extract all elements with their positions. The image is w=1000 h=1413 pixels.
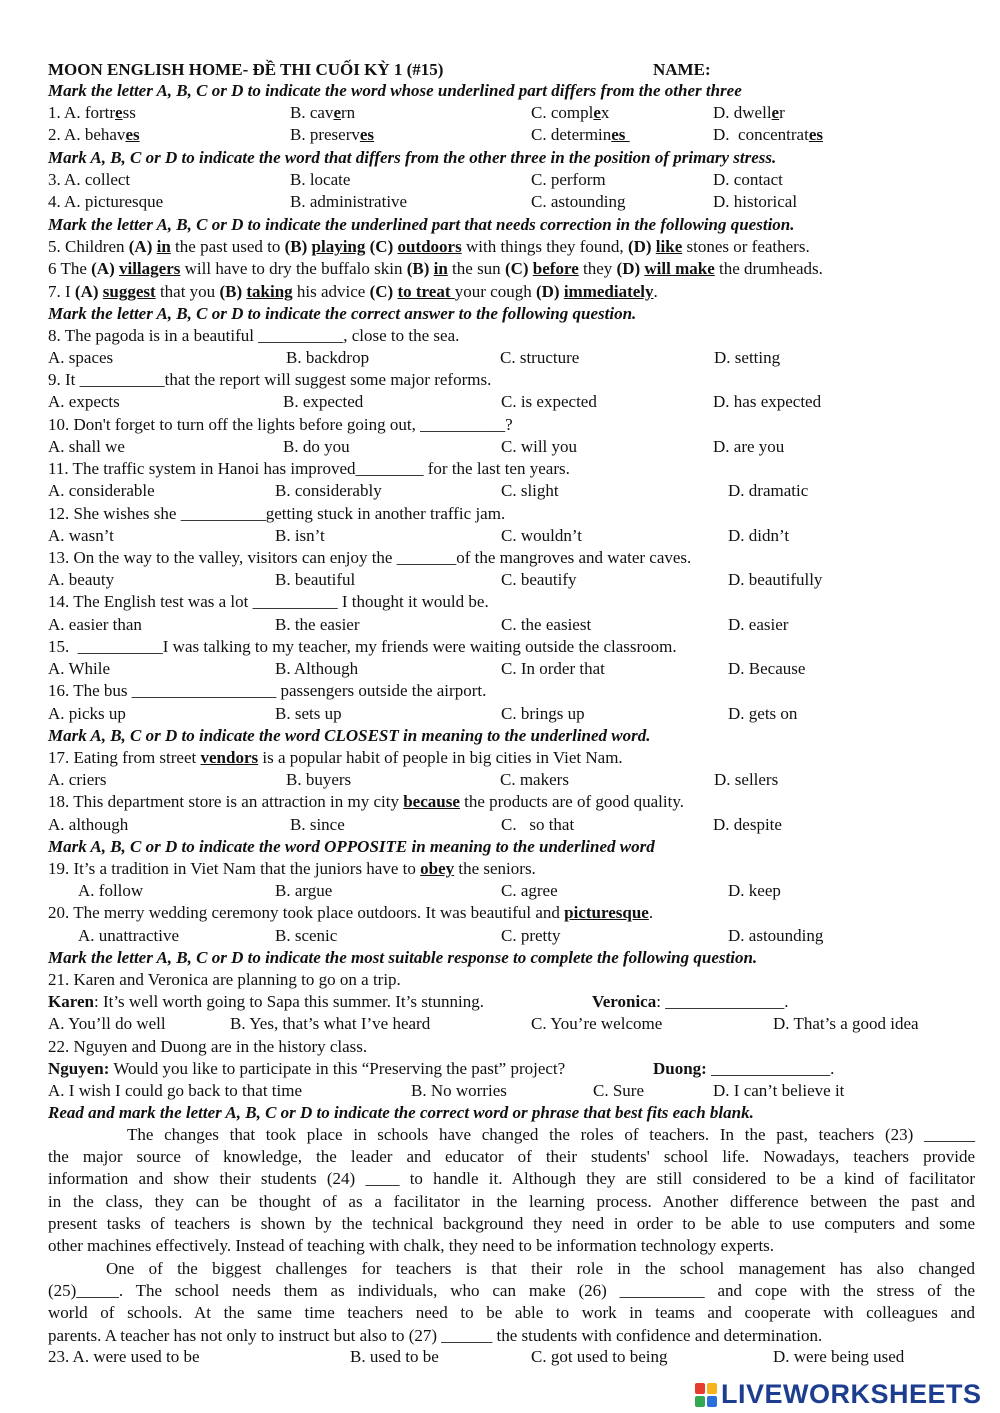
q18-stem: 18. This department store is an attraction in my city because the products are of good quality. xyxy=(48,792,684,811)
q8-option-a: A. spaces xyxy=(48,348,114,367)
section-instruction-6: Mark A, B, C or D to indicate the word OPPOSITE in meaning to the underlined word xyxy=(48,837,655,856)
q23-option-a: 23. A. were used to be xyxy=(48,1347,200,1366)
q10-option-b: B. do you xyxy=(283,437,350,456)
q18-option-d: D. despite xyxy=(713,815,782,834)
q14-stem: 14. The English test was a lot __________ I thought it would be. xyxy=(48,592,489,611)
logo-text: LIVEWORKSHEETS xyxy=(721,1379,982,1409)
q11-option-a: A. considerable xyxy=(48,481,155,500)
q9-option-d: D. has expected xyxy=(713,392,822,411)
liveworksheets-logo xyxy=(695,1379,982,1410)
section-instruction-1: Mark the letter A, B, C or D to indicate the word whose underlined part differs from the other three xyxy=(48,81,742,100)
q12-option-d: D. didn’t xyxy=(728,526,790,545)
passage-line: parents. A teacher has not only to instruct but also to (27) ______ the students with confidence and determination. xyxy=(48,1325,823,1345)
q10-option-a: A. shall we xyxy=(48,437,125,456)
section-instruction-4: Mark the letter A, B, C or D to indicate the correct answer to the following question. xyxy=(48,304,637,323)
q13-option-b: B. beautiful xyxy=(275,570,356,589)
q13-option-a: A. beauty xyxy=(48,570,115,589)
q14-option-d: D. easier xyxy=(728,615,789,634)
q20-option-b: B. scenic xyxy=(275,926,338,945)
q3-option-c: C. perform xyxy=(531,170,606,189)
q9-stem: 9. It __________that the report will suggest some major reforms. xyxy=(48,370,492,389)
q22-option-b: B. No worries xyxy=(411,1081,507,1100)
section-instruction-5: Mark A, B, C or D to indicate the word CLOSEST in meaning to the underlined word. xyxy=(48,726,651,745)
q20-option-a: A. unattractive xyxy=(78,926,180,945)
q8-option-d: D. setting xyxy=(714,348,781,367)
q16-option-c: C. brings up xyxy=(501,704,585,723)
q9-option-a: A. expects xyxy=(48,392,120,411)
passage-line: world of schools. At the same time teachers need to be able to work in teams and cooperate with colleagues and xyxy=(48,1303,975,1323)
q15-stem: 15. __________I was talking to my teacher, my friends were waiting outside the classroom. xyxy=(48,637,677,656)
q11-option-c: C. slight xyxy=(501,481,559,500)
q4-option-b: B. administrative xyxy=(290,192,408,211)
q19-option-d: D. keep xyxy=(728,881,781,900)
q23-option-b: B. used to be xyxy=(350,1347,439,1366)
q10-stem: 10. Don't forget to turn off the lights before going out, __________? xyxy=(48,415,513,434)
q3-option-a: 3. A. collect xyxy=(48,170,131,189)
q22-duong-line: Duong: ______________. xyxy=(653,1059,835,1078)
passage-line: One of the biggest challenges for teachers is that their role in the school management has also changed xyxy=(106,1259,975,1278)
q4-option-a: 4. A. picturesque xyxy=(48,192,164,211)
q12-option-a: A. wasn’t xyxy=(48,526,114,545)
q9-option-c: C. is expected xyxy=(501,392,597,411)
q14-option-c: C. the easiest xyxy=(501,615,592,634)
passage-line: other machines effectively. Instead of teaching with chalk, they need to be information technology experts. xyxy=(48,1235,775,1255)
exam-title: MOON ENGLISH HOME- ĐỀ THI CUỐI KỲ 1 (#15) xyxy=(48,60,444,79)
q8-stem: 8. The pagoda is in a beautiful __________, close to the sea. xyxy=(48,326,460,345)
q20-option-c: C. pretty xyxy=(501,926,561,945)
q12-stem: 12. She wishes she __________getting stuck in another traffic jam. xyxy=(48,504,506,523)
q19-stem: 19. It’s a tradition in Viet Nam that the juniors have to obey the seniors. xyxy=(48,859,536,878)
passage-line: present tasks of teachers is shown by the technical background they need in order to be able to use computers and some xyxy=(48,1213,975,1233)
q5-stem: 5. Children (A) in the past used to (B) playing (C) outdoors with things they found, (D) like stones or feathers. xyxy=(48,237,810,256)
q22-option-d: D. I can’t believe it xyxy=(713,1081,845,1100)
q8-option-c: C. structure xyxy=(500,348,580,367)
q17-option-a: A. criers xyxy=(48,770,107,789)
q21-veronica-line: Veronica: ______________. xyxy=(592,992,789,1011)
passage-line: the major source of knowledge, the leader and educator of their students' school life. Nowadays, teachers provide xyxy=(48,1147,975,1167)
section-instruction-3: Mark the letter A, B, C or D to indicate the underlined part that needs correction in the following question. xyxy=(48,215,795,234)
q23-option-d: D. were being used xyxy=(773,1347,905,1366)
q17-option-b: B. buyers xyxy=(286,770,352,789)
q1-option-c: C. complex xyxy=(531,103,610,122)
q2-option-c: C. determines xyxy=(531,125,630,144)
q21-stem: 21. Karen and Veronica are planning to go on a trip. xyxy=(48,970,401,989)
q15-option-b: B. Although xyxy=(275,659,359,678)
liveworksheets-logo-icon xyxy=(695,1383,717,1407)
q22-option-c: C. Sure xyxy=(593,1081,644,1100)
q13-stem: 13. On the way to the valley, visitors can enjoy the _______of the mangroves and water caves. xyxy=(48,548,692,567)
q17-option-d: D. sellers xyxy=(714,770,779,789)
q16-option-b: B. sets up xyxy=(275,704,342,723)
q21-karen-line: Karen: It’s well worth going to Sapa this summer. It’s stunning. xyxy=(48,992,485,1011)
q22-nguyen-line: Nguyen: Would you like to participate in this “Preserving the past” project? xyxy=(48,1059,566,1078)
q6-stem: 6 The (A) villagers will have to dry the buffalo skin (B) in the sun (C) before they (D) will make the drumheads. xyxy=(48,259,823,278)
q13-option-d: D. beautifully xyxy=(728,570,823,589)
section-instruction-2: Mark A, B, C or D to indicate the word that differs from the other three in the position of primary stress. xyxy=(48,148,777,167)
passage-line: The changes that took place in schools have changed the roles of teachers. In the past, teachers (23) ______ xyxy=(127,1125,975,1144)
q15-option-a: A. While xyxy=(48,659,111,678)
q22-stem: 22. Nguyen and Duong are in the history class. xyxy=(48,1037,368,1056)
name-label: NAME: xyxy=(653,60,711,79)
passage-paragraph-1 xyxy=(48,1124,975,1257)
q18-option-b: B. since xyxy=(290,815,345,834)
q12-option-b: B. isn’t xyxy=(275,526,325,545)
q15-option-c: C. In order that xyxy=(501,659,605,678)
passage-paragraph-2 xyxy=(48,1258,975,1347)
q18-option-c: C. so that xyxy=(501,815,575,834)
q15-option-d: D. Because xyxy=(728,659,806,678)
q2-option-b: B. preserves xyxy=(290,125,375,144)
q16-option-d: D. gets on xyxy=(728,704,798,723)
page-title xyxy=(48,59,443,81)
q1-option-b: B. cavern xyxy=(290,103,356,122)
q4-option-c: C. astounding xyxy=(531,192,626,211)
q1-option-a: 1. A. fortress xyxy=(48,103,136,122)
q21-option-b: B. Yes, that’s what I’ve heard xyxy=(230,1014,431,1033)
q21-option-d: D. That’s a good idea xyxy=(773,1014,919,1033)
q10-option-c: C. will you xyxy=(501,437,578,456)
q10-option-d: D. are you xyxy=(713,437,785,456)
section-instruction-8: Read and mark the letter A, B, C or D to indicate the correct word or phrase that best fits each blank. xyxy=(48,1103,754,1122)
q14-option-b: B. the easier xyxy=(275,615,360,634)
q18-option-a: A. although xyxy=(48,815,129,834)
passage-line: information and show their students (24) ____ to handle it. Although they are still considered to be a kind of facilitator xyxy=(48,1169,975,1189)
q3-option-b: B. locate xyxy=(290,170,351,189)
q9-option-b: B. expected xyxy=(283,392,364,411)
q3-option-d: D. contact xyxy=(713,170,783,189)
q13-option-c: C. beautify xyxy=(501,570,577,589)
q23-option-c: C. got used to being xyxy=(531,1347,668,1366)
q2-option-d: D. concentrates xyxy=(713,125,823,144)
q21-option-a: A. You’ll do well xyxy=(48,1014,166,1033)
q22-option-a: A. I wish I could go back to that time xyxy=(48,1081,303,1100)
q20-stem: 20. The merry wedding ceremony took place outdoors. It was beautiful and picturesque. xyxy=(48,903,654,922)
q11-option-d: D. dramatic xyxy=(728,481,809,500)
passage-line: (25)_____. The school needs them as individuals, who can make (26) __________ and cope with the stress of the xyxy=(48,1281,975,1301)
q7-stem: 7. I (A) suggest that you (B) taking his advice (C) to treat your cough (D) immediately. xyxy=(48,282,658,301)
q14-option-a: A. easier than xyxy=(48,615,142,634)
q19-option-c: C. agree xyxy=(501,881,558,900)
q19-option-a: A. follow xyxy=(78,881,144,900)
q8-option-b: B. backdrop xyxy=(286,348,370,367)
q19-option-b: B. argue xyxy=(275,881,333,900)
q16-option-a: A. picks up xyxy=(48,704,126,723)
q17-stem: 17. Eating from street vendors is a popular habit of people in big cities in Viet Nam. xyxy=(48,748,623,767)
section-instruction-7: Mark the letter A, B, C or D to indicate the most suitable response to complete the following question. xyxy=(48,948,758,967)
q4-option-d: D. historical xyxy=(713,192,798,211)
q12-option-c: C. wouldn’t xyxy=(501,526,582,545)
q11-stem: 11. The traffic system in Hanoi has improved________ for the last ten years. xyxy=(48,459,570,478)
q21-option-c: C. You’re welcome xyxy=(531,1014,663,1033)
q1-option-d: D. dweller xyxy=(713,103,785,122)
q11-option-b: B. considerably xyxy=(275,481,382,500)
passage-line: in the class, they can be thought of as a facilitator in the learning process. Another difference between the past and xyxy=(48,1191,975,1211)
q16-stem: 16. The bus _________________ passengers outside the airport. xyxy=(48,681,487,700)
q20-option-d: D. astounding xyxy=(728,926,824,945)
q2-option-a: 2. A. behaves xyxy=(48,125,140,144)
q17-option-c: C. makers xyxy=(500,770,569,789)
